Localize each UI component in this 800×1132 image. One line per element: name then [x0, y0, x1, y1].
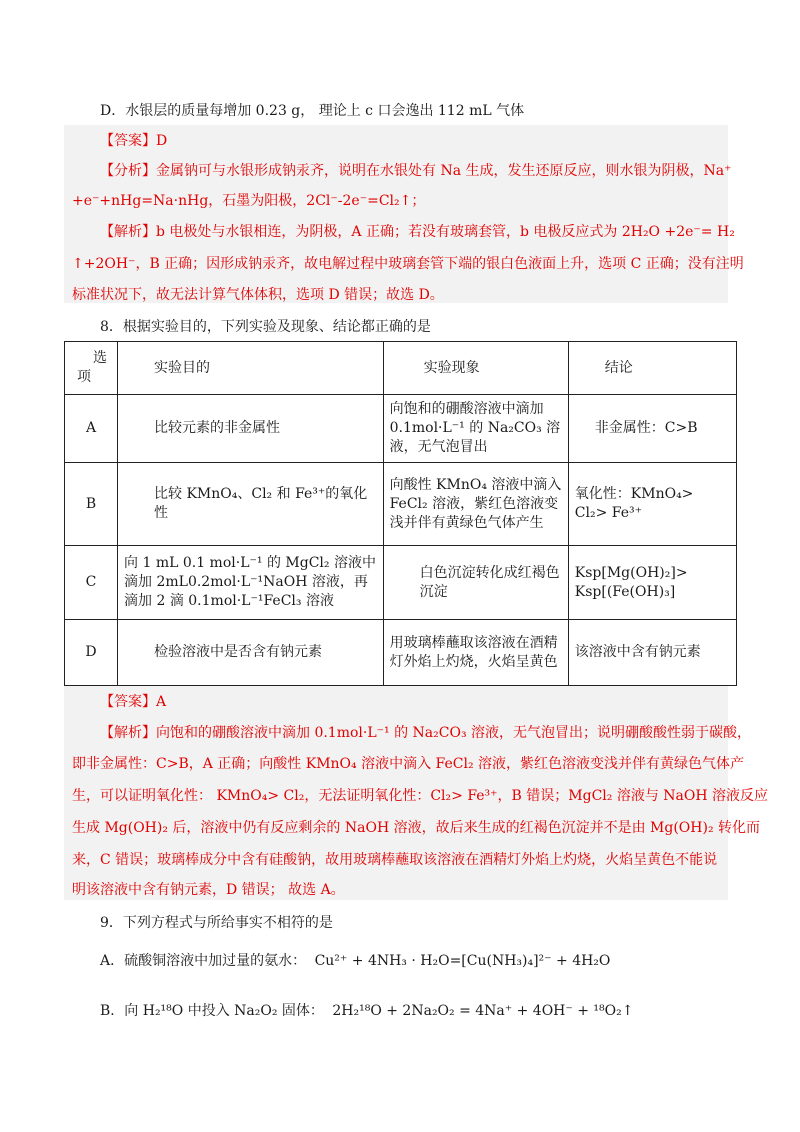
header-option: 选 项 [65, 342, 118, 395]
option-a-equation: Cu²⁺ + 4NH₃ · H₂O=[Cu(NH₃)₄]²⁻ + 4H₂O [314, 953, 611, 969]
q8-table [64, 341, 737, 686]
row-phenomenon: 白色沉淀转化成红褐色沉淀 [383, 546, 568, 620]
q9-option-a [100, 950, 610, 970]
row-purpose: 比较元素的非金属性 [118, 395, 384, 463]
table-row [65, 620, 737, 686]
q7-answer [100, 130, 167, 150]
header-purpose: 实验目的 [118, 342, 384, 395]
q8-explain-line5: 来，C 错误；玻璃棒成分中含有硅酸钠，故用玻璃棒蘸取该溶液在酒精灯外焰上灼烧，火焰呈黄色不能说 [72, 852, 718, 868]
q7-explain-line3: 标准状况下，故无法计算气体体积，选项 D 错误；故选 D。 [72, 287, 444, 303]
table-row [65, 395, 737, 463]
q7-answer-block [64, 125, 728, 303]
row-purpose: 比较 KMnO₄、Cl₂ 和 Fe³⁺的氧化性 [118, 463, 384, 546]
answer-tag: 【答案】 [100, 694, 156, 710]
row-option: B [65, 463, 118, 546]
table-header-row [65, 342, 737, 395]
q7-option-d: D．水银层的质量每增加 0.23 g， 理论上 c 口会逸出 112 mL 气体 [100, 103, 525, 119]
table-row [65, 463, 737, 546]
row-phenomenon: 用玻璃棒蘸取该溶液在酒精灯外焰上灼烧，火焰呈黄色 [383, 620, 568, 686]
row-option: D [65, 620, 118, 686]
q9-stem: 9．下列方程式与所给事实不相符的是 [100, 915, 333, 931]
row-conclusion: 该溶液中含有钠元素 [568, 620, 736, 686]
explain-text: b 电极处与水银相连，为阴极，A 正确；若没有玻璃套管，b 电极反应式为 2H₂O +2e⁻= H₂ [156, 224, 735, 240]
row-option: A [65, 395, 118, 463]
q7-analysis-line1 [100, 160, 731, 180]
q8-explain-line1 [100, 722, 751, 742]
row-conclusion: Ksp[Mg(OH)₂]> Ksp[(Fe(OH)₃] [568, 546, 736, 620]
q7-analysis-line2: +e⁻+nHg=Na·nHg，石墨为阳极，2Cl⁻-2e⁻=Cl₂↑； [72, 193, 426, 209]
explain-text: 向饱和的硼酸溶液中滴加 0.1mol·L⁻¹ 的 Na₂CO₃ 溶液，无气泡冒出；说明硼酸酸性弱于碳酸， [156, 725, 752, 741]
analysis-tag: 【分析】 [100, 163, 156, 179]
row-conclusion: 非金属性：C>B [568, 395, 736, 463]
option-a-text: A．硫酸铜溶液中加过量的氨水： [100, 953, 307, 969]
q7-explain-line2: ↑+2OH⁻，B 正确；因形成钠汞齐，故电解过程中玻璃套管下端的银白色液面上升，选项 C 正确；没有注明 [72, 256, 744, 272]
row-option: C [65, 546, 118, 620]
header-conclusion: 结论 [568, 342, 736, 395]
row-phenomenon: 向酸性 KMnO₄ 溶液中滴入 FeCl₂ 溶液，紫红色溶液变浅并伴有黄绿色气体产生 [383, 463, 568, 546]
row-purpose: 检验溶液中是否含有钠元素 [118, 620, 384, 686]
option-b-text: B．向 H₂¹⁸O 中投入 Na₂O₂ 固体： [100, 1003, 324, 1019]
row-phenomenon: 向饱和的硼酸溶液中滴加 0.1mol·L⁻¹ 的 Na₂CO₃ 溶液，无气泡冒出 [383, 395, 568, 463]
header-phenomenon: 实验现象 [383, 342, 568, 395]
option-b-equation: 2H₂¹⁸O + 2Na₂O₂ = 4Na⁺ + 4OH⁻ + ¹⁸O₂↑ [332, 1003, 634, 1019]
answer-tag: 【答案】 [100, 133, 156, 149]
explain-tag: 【解析】 [100, 224, 156, 240]
q8-answer [100, 691, 166, 711]
q8-stem: 8．根据实验目的，下列实验及现象、结论都正确的是 [100, 319, 431, 335]
explain-tag: 【解析】 [100, 725, 156, 741]
row-conclusion: 氧化性：KMnO₄> Cl₂> Fe³⁺ [568, 463, 736, 546]
q9-option-b [100, 1000, 633, 1020]
q8-explain-line6: 明该溶液中含有钠元素，D 错误； 故选 A。 [72, 882, 345, 898]
answer-value: D [156, 133, 168, 149]
analysis-text: 金属钠可与水银形成钠汞齐，说明在水银处有 Na 生成，发生还原反应，则水银为阴极，Na⁺ [156, 163, 732, 179]
q7-explain-line1 [100, 221, 735, 241]
answer-value: A [156, 694, 167, 710]
q8-explain-line3: 生，可以证明氧化性： KMnO₄> Cl₂，无法证明氧化性：Cl₂> Fe³⁺，B 错误；MgCl₂ 溶液与 NaOH 溶液反应 [72, 788, 769, 804]
q8-explain-line4: 生成 Mg(OH)₂ 后，溶液中仍有反应剩余的 NaOH 溶液，故后来生成的红褐色沉淀并不是由 Mg(OH)₂ 转化而 [72, 820, 761, 836]
table-row [65, 546, 737, 620]
q8-explain-line2: 即非金属性：C>B，A 正确；向酸性 KMnO₄ 溶液中滴入 FeCl₂ 溶液，紫红色溶液变浅并伴有黄绿色气体产 [72, 756, 745, 772]
row-purpose: 向 1 mL 0.1 mol·L⁻¹ 的 MgCl₂ 溶液中滴加 2mL0.2mol·L⁻¹NaOH 溶液，再滴加 2 滴 0.1mol·L⁻¹FeCl₃ 溶液 [118, 546, 384, 620]
